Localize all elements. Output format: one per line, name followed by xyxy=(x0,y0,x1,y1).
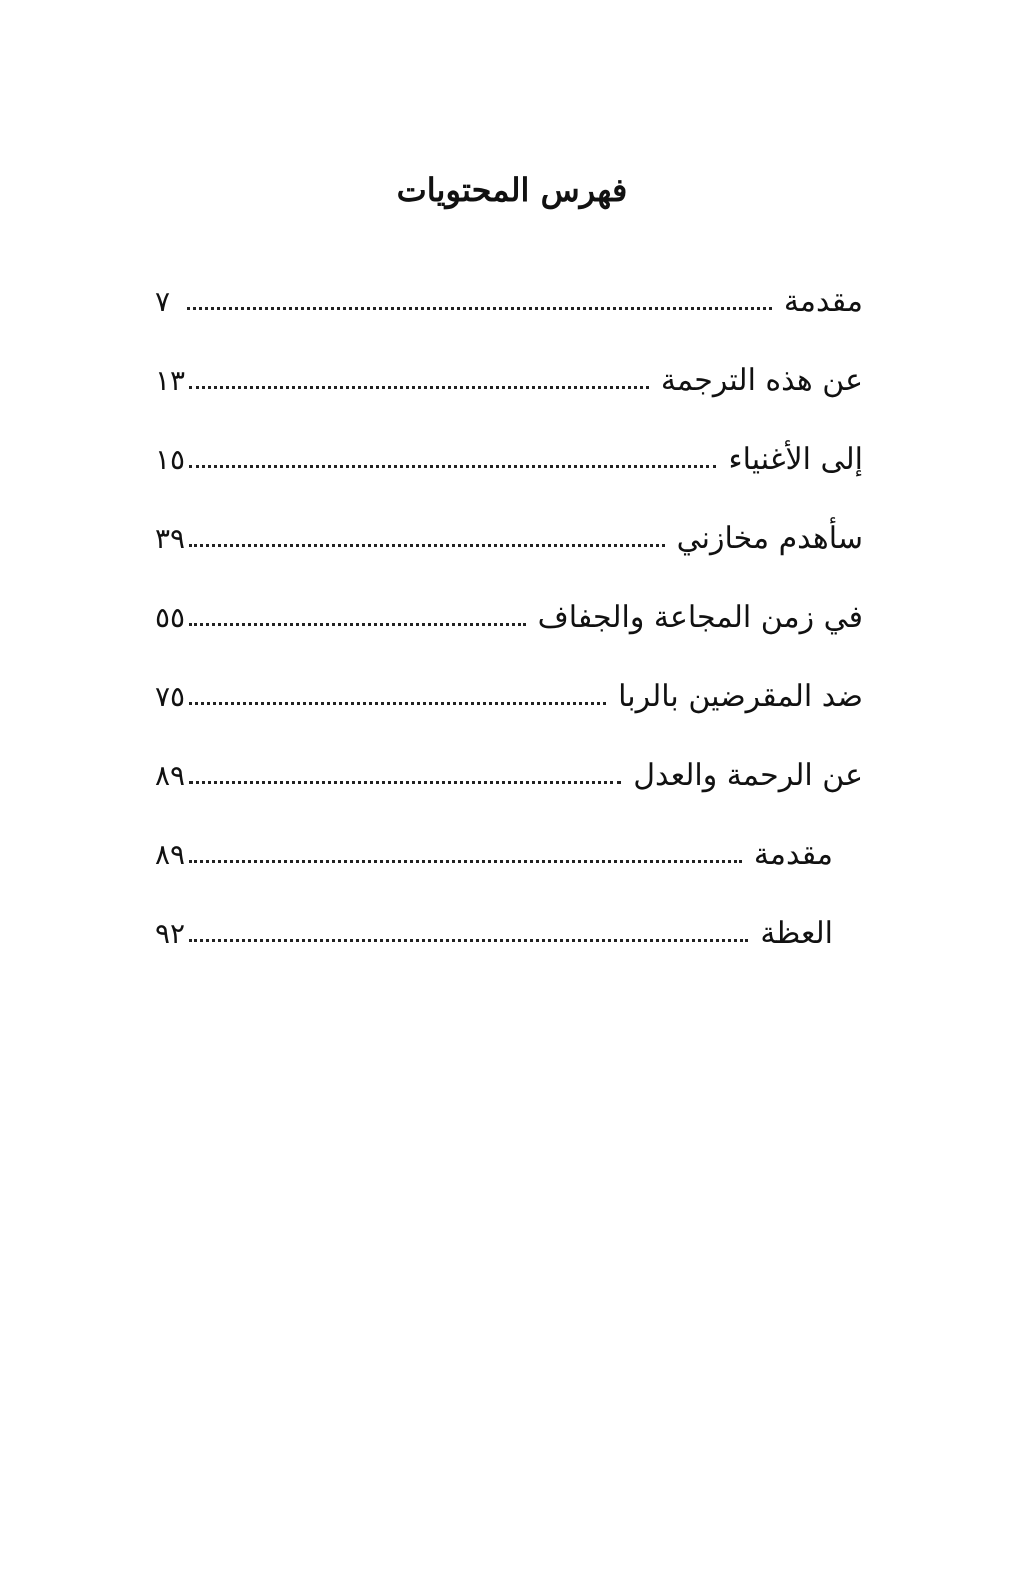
toc-entry-title: إلى الأغنياء xyxy=(728,441,863,477)
toc-page-number: ٨٩ xyxy=(155,758,186,792)
dot-leader xyxy=(187,307,772,310)
toc-entry-title: مقدمة xyxy=(753,836,833,872)
toc-entry xyxy=(155,736,863,815)
toc-page-number: ٧٥ xyxy=(155,679,186,713)
toc-page-number: ٩٢ xyxy=(155,916,186,950)
table-of-contents xyxy=(155,262,863,973)
toc-entry xyxy=(155,420,863,499)
dot-leader xyxy=(189,544,665,547)
toc-entry-title: ضد المقرضين بالربا xyxy=(618,678,863,714)
toc-entry-title: عن هذه الترجمة xyxy=(660,362,863,398)
toc-subentry xyxy=(155,894,863,973)
toc-page-number: ١٥ xyxy=(155,442,186,476)
toc-entry xyxy=(155,341,863,420)
toc-entry-title: في زمن المجاعة والجفاف xyxy=(537,599,863,635)
toc-entry xyxy=(155,578,863,657)
toc-entry xyxy=(155,499,863,578)
toc-entry-title: مقدمة xyxy=(783,283,863,319)
dot-leader xyxy=(189,702,606,705)
toc-entry-title: العظة xyxy=(760,915,833,951)
page-title: فهرس المحتويات xyxy=(396,171,628,209)
toc-page-number: ١٣ xyxy=(155,363,186,397)
toc-entry xyxy=(155,262,863,341)
toc-entry-title: سأهدم مخازني xyxy=(676,520,863,556)
toc-page-number: ٥٥ xyxy=(155,600,186,634)
toc-entry xyxy=(155,657,863,736)
toc-page-number: ٣٩ xyxy=(155,521,186,555)
toc-page-number: ٨٩ xyxy=(155,837,186,871)
toc-page-number: ٧ xyxy=(155,284,171,318)
dot-leader xyxy=(189,386,649,389)
dot-leader xyxy=(189,860,742,863)
dot-leader xyxy=(189,465,716,468)
dot-leader xyxy=(189,781,621,784)
toc-entry-title: عن الرحمة والعدل xyxy=(633,757,863,793)
dot-leader xyxy=(189,623,526,626)
dot-leader xyxy=(189,939,748,942)
toc-subentry xyxy=(155,815,863,894)
